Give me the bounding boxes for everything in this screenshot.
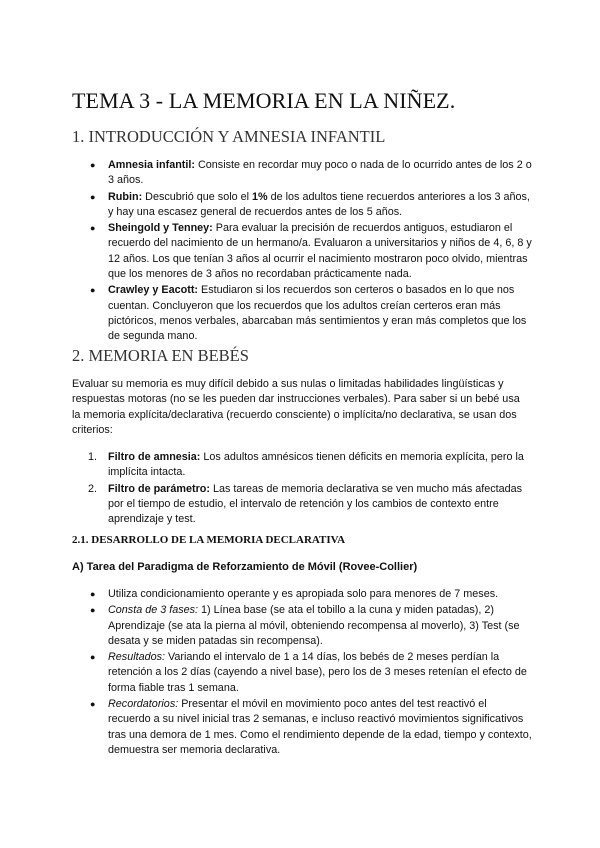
list-item xyxy=(90,190,532,221)
bullet-icon: ● xyxy=(90,589,96,599)
task-heading-rovee-collier: A) Tarea del Paradigma de Reforzamiento de Móvil (Rovee-Collier) xyxy=(72,561,418,573)
item-text: 1) Línea base (se ata el tobillo a la cuna y miden patadas), 2) Aprendizaje (se ata la pierna al móvil, obteniendo recompensa al moverlo), 3) Test (se desata y se miden patadas sin recompensa). xyxy=(108,604,520,647)
item-text: Descubrió que solo el xyxy=(142,190,253,203)
item-text: Variando el intervalo de 1 a 14 días, los bebés de 2 meses perdían la retención a los 2 días (cayendo a nivel base), pero los de 3 meses retenían el efecto de forma fiable tras 1 semana. xyxy=(108,651,527,694)
list-item xyxy=(90,697,532,758)
list-item xyxy=(90,221,532,282)
criteria-numbered-list xyxy=(88,450,528,528)
bullet-icon: ● xyxy=(90,652,96,663)
item-text: Consiste en recordar muy poco o nada de lo ocurrido antes de los 2 o 3 años. xyxy=(108,159,532,187)
item-text: Los adultos amnésicos tienen déficits en memoria explícita, pero la implícita intacta. xyxy=(108,451,524,479)
item-text: Presentar el móvil en movimiento poco antes del test reactivó el recuerdo a su nivel inicial tras 2 semanas, e incluso reactivó movimientos significativos tras una demora de 1 mes. Como el rendimiento depende de la edad, tiempo y contexto, demuestra ser memoria declarativa. xyxy=(108,698,532,756)
subsection-heading-declarativa: 2.1. DESARROLLO DE LA MEMORIA DECLARATIVA xyxy=(72,534,346,546)
section-heading-memoria-bebes: 2. MEMORIA EN BEBÉS xyxy=(72,346,249,365)
section-heading-introduccion: 1. INTRODUCCIÓN Y AMNESIA INFANTIL xyxy=(72,127,386,146)
item-label: Consta de 3 fases: xyxy=(108,604,199,617)
list-item xyxy=(90,587,532,602)
bullet-icon: ● xyxy=(90,605,96,616)
list-item xyxy=(90,603,532,649)
item-text: Las tareas de memoria declarativa se ven mucho más afectadas por el tiempo de estudio, el intervalo de retención y los cambios de contexto entre aprendizaje y test. xyxy=(108,482,523,526)
bullet-icon: ● xyxy=(90,223,96,234)
item-text: Utiliza condicionamiento operante y es apropiada solo para menores de 7 meses. xyxy=(108,588,499,600)
item-term: Amnesia infantil: xyxy=(108,159,195,171)
list-item xyxy=(90,158,532,189)
bullet-icon: ● xyxy=(90,191,96,202)
bullet-icon: ● xyxy=(90,699,96,710)
item-term: Filtro de parámetro: xyxy=(108,482,210,495)
list-item xyxy=(88,482,528,528)
item-term: Sheingold y Tenney: xyxy=(108,222,213,235)
item-text: Para evaluar la precisión de recuerdos antiguos, estudiaron el recuerdo del nacimiento de un hermano/a. Evaluaron a universitarios y niños de 4, 6, 8 y 12 años. Los que tenían 3 años al ocurrir el nacimiento mostraron poco olvido, mientras que los menores de 3 años no recordaban prácticamente nada. xyxy=(108,222,532,281)
intro-bullet-list xyxy=(90,158,532,346)
section2-intro-paragraph: Evaluar su memoria es muy difícil debido a sus nulas o limitadas habilidades lingüísticas y respuestas motoras (no se les pueden dar instrucciones verbales). Para saber si un bebé usa la memoria explícita/declarativa (recuerdo consciente) o implícita/no declarativa, se usan dos criterios: xyxy=(72,378,520,436)
list-item xyxy=(88,450,528,481)
item-text: de los adultos tiene recuerdos anteriores a los 3 años, y hay una escasez general de recuerdos antes de los 5 años. xyxy=(108,190,530,218)
list-item xyxy=(90,650,532,696)
document-title: TEMA 3 - LA MEMORIA EN LA NIÑEZ. xyxy=(72,88,456,113)
item-term: Rubin: xyxy=(108,190,143,203)
item-number: 1. xyxy=(88,451,98,463)
item-label: Recordatorios: xyxy=(108,698,179,711)
item-term: Crawley y Eacott: xyxy=(108,284,199,297)
item-label: Resultados: xyxy=(108,651,166,664)
list-item xyxy=(90,283,532,344)
bullet-icon: ● xyxy=(90,160,96,170)
item-term: Filtro de amnesia: xyxy=(108,451,201,463)
item-number: 2. xyxy=(88,482,98,495)
task-bullet-list xyxy=(90,587,532,759)
item-highlight: 1% xyxy=(252,190,268,203)
item-text: Estudiaron si los recuerdos son certeros o basados en lo que nos cuentan. Concluyeron que los recuerdos que los adultos creían certeros eran más pictóricos, menos verbales, abarcaban más sentimientos y eran más completos que los de segunda mano. xyxy=(108,284,527,343)
bullet-icon: ● xyxy=(90,285,96,296)
